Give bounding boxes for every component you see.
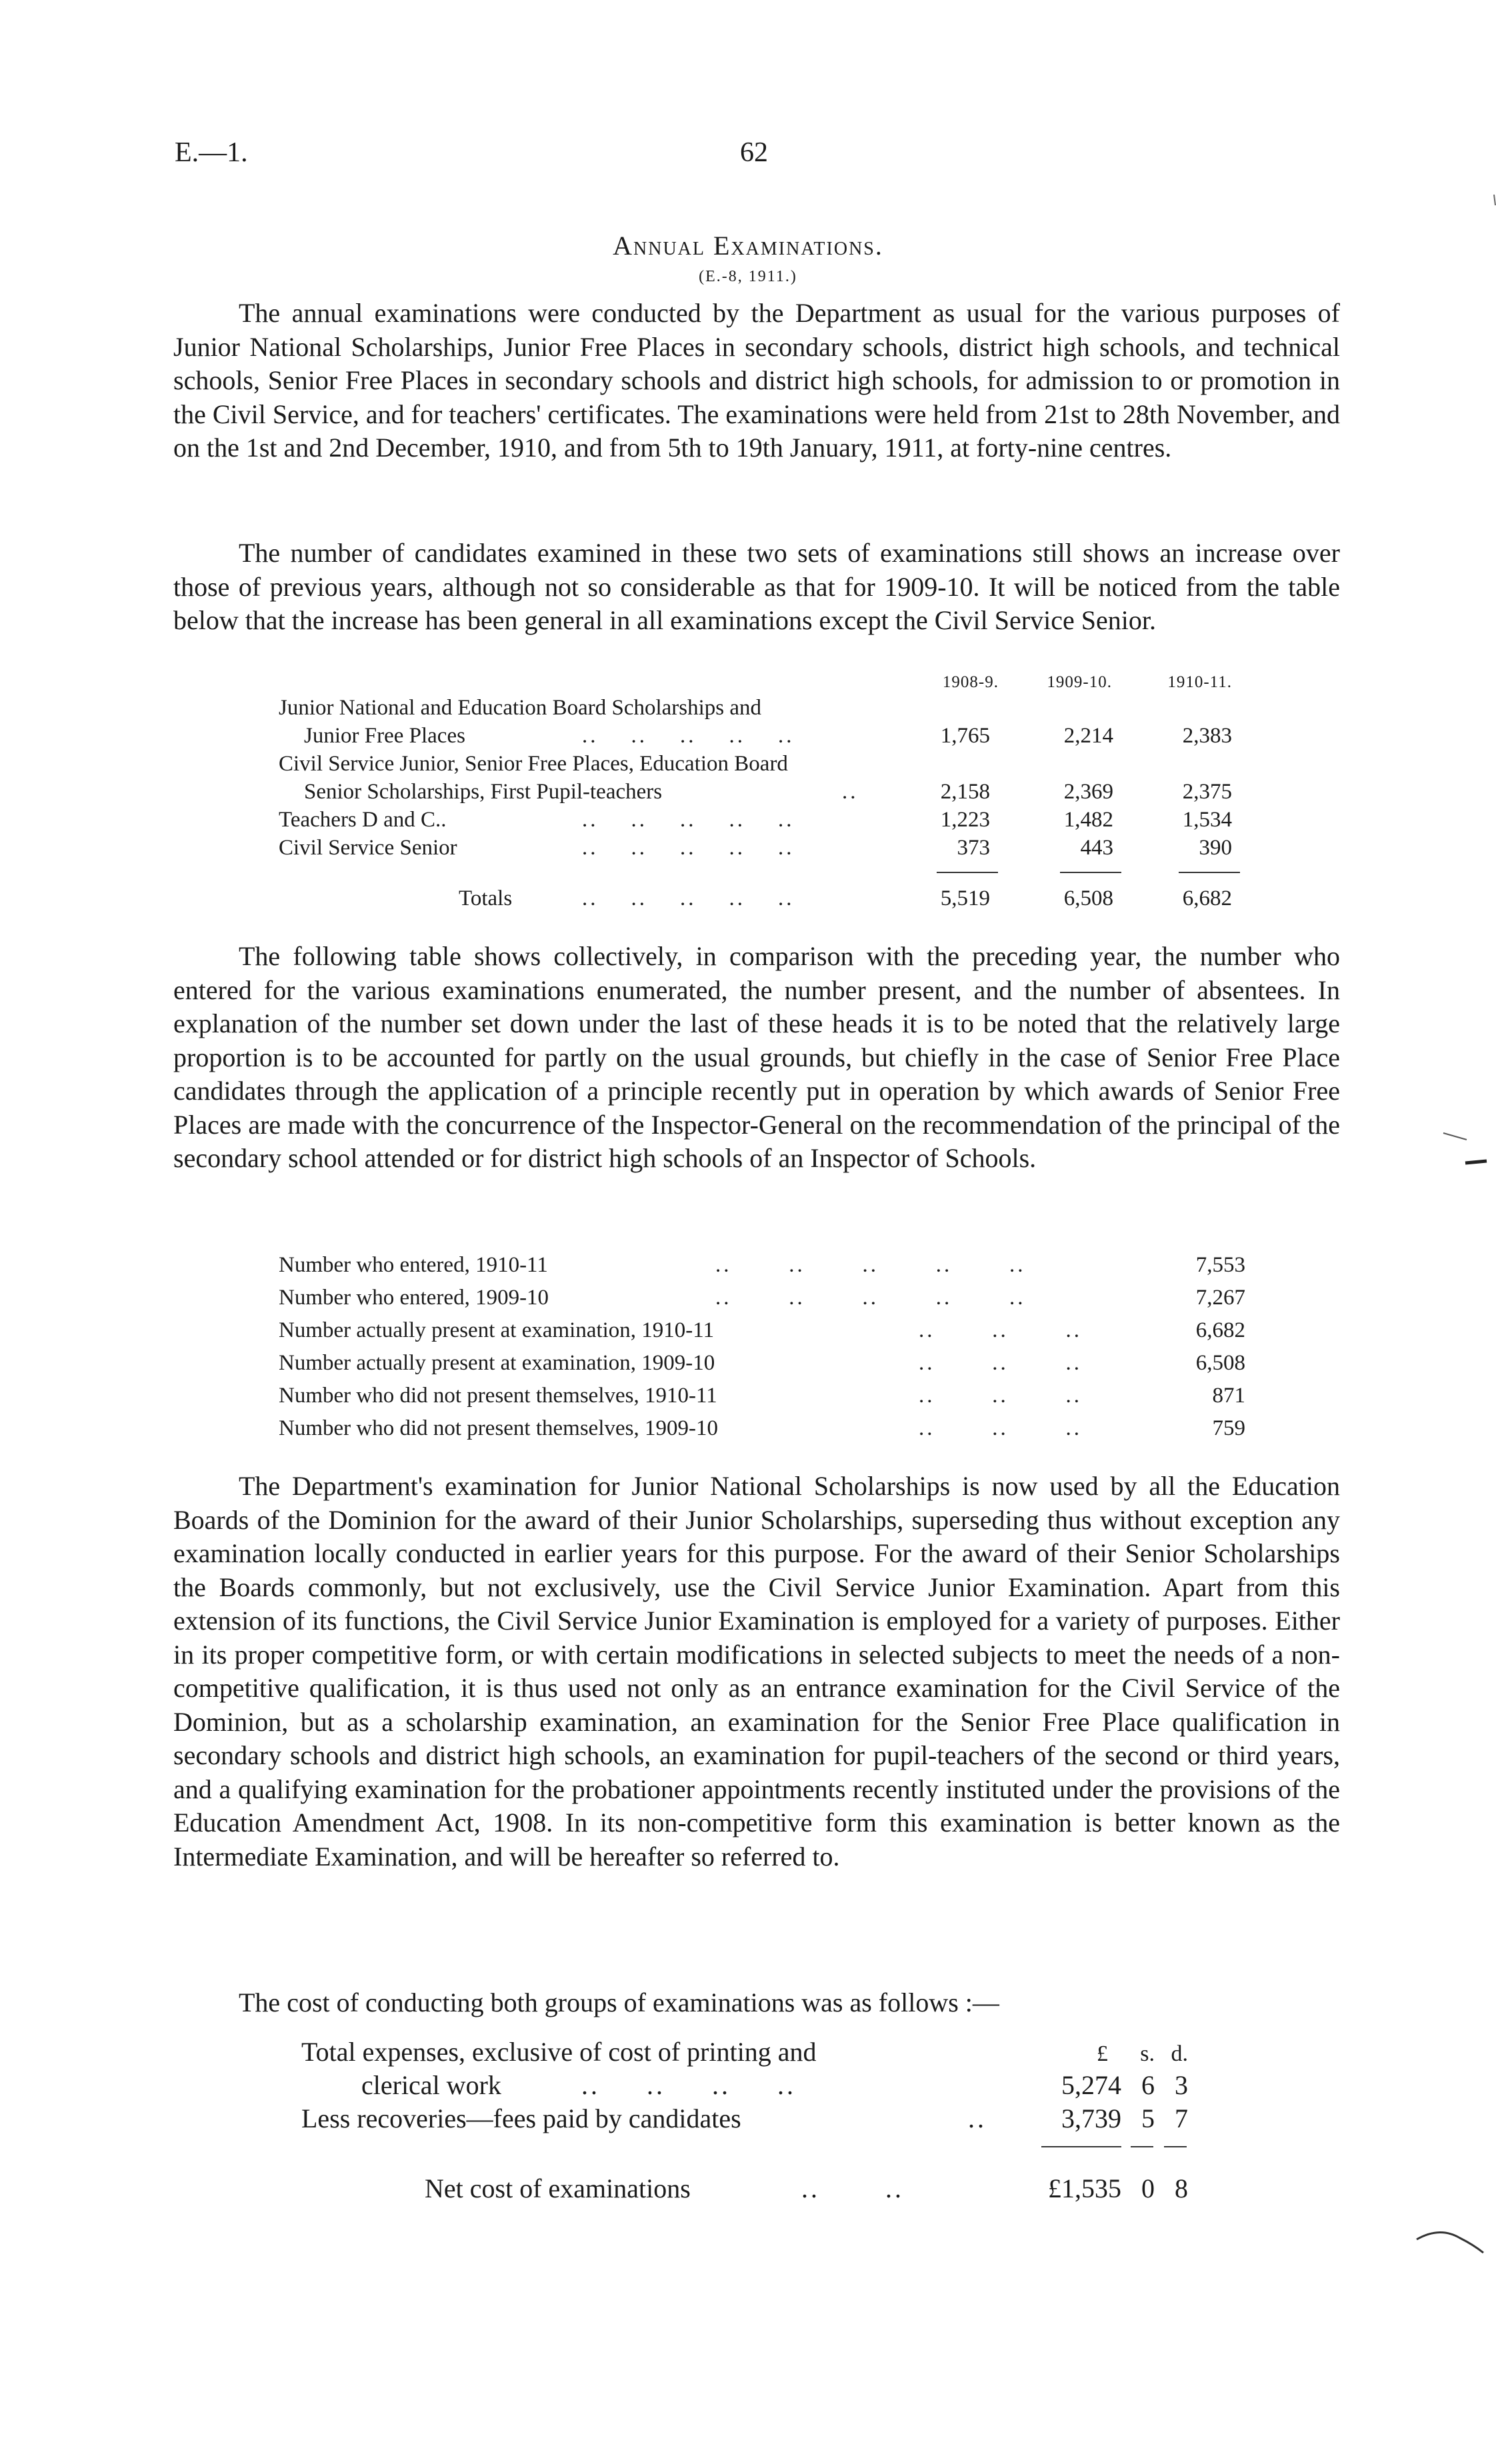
table-row [279, 724, 1252, 752]
column-header: 1909-10. [1047, 673, 1112, 691]
leader-dots: .. .. .. .. .. [582, 886, 795, 910]
row-label: Total expenses, exclusive of cost of printing and [301, 2037, 817, 2067]
table-row [301, 2036, 1235, 2069]
pounds-header: £ [1097, 2041, 1108, 2066]
leader-dots: .. [968, 2103, 987, 2133]
table-row [279, 780, 1252, 808]
paragraph-candidates-increase: The number of candidates examined in these two sets of examinations still shows an increase over those of previous years, although not so considerable as that for 1909-10. It will be noticed from the table below that the increase has been general in all examinations except the Civil Service Senior. [173, 538, 1340, 635]
pounds-cell: 5,274 [1061, 2070, 1121, 2100]
total-rule [937, 872, 998, 873]
page-number: 62 [740, 137, 768, 168]
table-cell: 2,369 [1063, 780, 1113, 804]
margin-mark-icon [1493, 193, 1496, 207]
leader-dots: .. .. .. [919, 1416, 1082, 1440]
shillings-cell: 6 [1141, 2070, 1155, 2100]
section-reference: (E.-8, 1911.) [699, 268, 797, 285]
leader-dots: .. .. .. .. .. [715, 1286, 1026, 1310]
leader-dots: .. .. .. .. .. [582, 724, 795, 748]
total-rule [1164, 2146, 1187, 2147]
table-cell: 2,158 [940, 780, 990, 804]
table-cell: 2,383 [1182, 724, 1232, 748]
table-cell: 1,482 [1063, 808, 1113, 832]
leader-dots: .. .. .. [919, 1384, 1082, 1408]
row-label: Teachers D and C.. [279, 808, 447, 832]
row-label: Number who entered, 1910-11 [279, 1253, 548, 1277]
leader-dots: .. [842, 780, 859, 804]
leader-dots: .. .. .. .. .. [715, 1253, 1026, 1277]
row-label: Number actually present at examination, 1910-11 [279, 1318, 715, 1342]
total-rule [1131, 2146, 1153, 2147]
paragraph-cost-intro: The cost of conducting both groups of examinations was as follows :— [239, 1987, 999, 2017]
row-label: Civil Service Junior, Senior Free Places, Education Board [279, 752, 788, 776]
table-row [279, 1286, 1245, 1318]
table-row [279, 1416, 1245, 1448]
pence-cell: 3 [1175, 2070, 1188, 2100]
shillings-header: s. [1140, 2041, 1155, 2066]
table-cell: 373 [957, 836, 990, 860]
leader-dots: .. .. [801, 2173, 904, 2203]
table-row [301, 2103, 1235, 2136]
table-cell: 2,375 [1182, 780, 1232, 804]
table-row [279, 1351, 1245, 1383]
margin-mark-icon [1413, 2219, 1487, 2259]
net-cost-row [301, 2173, 1235, 2206]
table-row [279, 752, 1252, 780]
column-header: 1908-9. [942, 673, 999, 691]
row-label: Number who did not present themselves, 1910-11 [279, 1384, 717, 1408]
row-label: clerical work [361, 2070, 501, 2100]
row-label: Less recoveries—fees paid by candidates [301, 2103, 741, 2133]
paragraph-junior-national-scholarships: The Department's examination for Junior National Scholarships is now used by all the Education Boards of the Dominion for the award of their Junior Scholarships, superseding thus without exception any examination locally conducted in earlier years for this purpose. For the award of their Senior Scholarships the Boards commonly, but not exclusively, use the Civil Service Junior Examination. Apart from this extension of its functions, the Civil Service Junior Examination is employed for a variety of purposes. Either in its proper competitive form, or with certain modifications in selected subjects to meet the needs of a non-competitive qualification, it is thus used not only as an entrance examination for the Civil Service of the Dominion, but as a scholarship examination, an examination for the Senior Free Place qualification in secondary schools and district high schools, an examination for pupil-teachers of the second or third years, and a qualifying examination for the probationer appointments recently instituted under the provisions of the Education Amendment Act, 1908. In its non-competitive form this examination is better known as the Intermediate Examination, and will be hereafter so referred to. [173, 1471, 1340, 1871]
table-row [279, 836, 1252, 864]
total-rule [1041, 2146, 1121, 2147]
net-cost-label: Net cost of examinations [425, 2173, 691, 2203]
margin-mark-icon [1440, 1126, 1493, 1173]
shillings-cell: 5 [1141, 2103, 1155, 2133]
pence-cell: 8 [1175, 2173, 1188, 2203]
row-label: Number who did not present themselves, 1909-10 [279, 1416, 718, 1440]
table-cell: 871 [1212, 1384, 1245, 1408]
table-row [279, 808, 1252, 836]
table-cell: 1,765 [940, 724, 990, 748]
table-cell: 443 [1080, 836, 1113, 860]
table-row [279, 696, 1252, 724]
paragraph-collective-table: The following table shows collectively, in comparison with the preceding year, the number who entered for the various examinations enumerated, the number present, and the number of absentees. In explanation of the number set down under the last of these heads it is to be noted that the relatively large proportion is to be accounted for partly on the usual grounds, but chiefly in the case of Senior Free Place candidates through the application of a principle recently put in operation by which awards of Senior Free Places are made with the concurrence of the Inspector-General on the recommendation of the principal of the secondary school attended or for district high schools of an Inspector of Schools. [173, 941, 1340, 1173]
row-label: Junior National and Education Board Scholarships and [279, 696, 762, 720]
pounds-cell: 3,739 [1061, 2103, 1121, 2133]
row-label: Number actually present at examination, 1909-10 [279, 1351, 715, 1375]
table-row [279, 1253, 1245, 1285]
leader-dots: .. .. .. .. .. [582, 808, 795, 832]
leader-dots: .. .. .. .. [581, 2070, 796, 2100]
row-label: Senior Scholarships, First Pupil-teachers [304, 780, 663, 804]
table-cell: 6,682 [1195, 1318, 1245, 1342]
column-header: 1910-11. [1167, 673, 1232, 691]
pence-header: d. [1171, 2041, 1188, 2066]
row-label: Junior Free Places [304, 724, 465, 748]
table-cell: 1,223 [940, 808, 990, 832]
document-reference: E.—1. [175, 137, 248, 168]
table-row [279, 1384, 1245, 1416]
table-cell: 1,534 [1182, 808, 1232, 832]
table-row [301, 2069, 1235, 2103]
table-cell: 7,267 [1195, 1286, 1245, 1310]
table-cell: 6,508 [1195, 1351, 1245, 1375]
table-row [279, 1318, 1245, 1350]
total-rule [1179, 872, 1240, 873]
totals-row [279, 886, 1252, 914]
row-label: Number who entered, 1909-10 [279, 1286, 549, 1310]
section-title: Annual Examinations. [613, 231, 883, 261]
table-cell: 759 [1212, 1416, 1245, 1440]
table-cell: 6,508 [1063, 886, 1113, 910]
total-rule [1060, 872, 1121, 873]
leader-dots: .. .. .. [919, 1318, 1082, 1342]
table-cell: 7,553 [1195, 1253, 1245, 1277]
table-cell: 2,214 [1063, 724, 1113, 748]
leader-dots: .. .. .. [919, 1351, 1082, 1375]
shillings-cell: 0 [1141, 2173, 1155, 2203]
row-label: Civil Service Senior [279, 836, 457, 860]
pounds-cell: £1,535 [1048, 2173, 1121, 2203]
table-cell: 5,519 [940, 886, 990, 910]
totals-label: Totals [459, 886, 513, 910]
table-cell: 390 [1199, 836, 1232, 860]
pence-cell: 7 [1175, 2103, 1188, 2133]
paragraph-annual-examinations: The annual examinations were conducted by the Department as usual for the various purposes of Junior National Scholarships, Junior Free Places in secondary schools, district high schools, and technical schools, Senior Free Places in secondary schools and district high schools, for admission to or promotion in the Civil Service, and for teachers' certificates. The examinations were held from 21st to 28th November, and on the 1st and 2nd December, 1910, and from 5th to 19th January, 1911, at forty-nine centres. [173, 298, 1340, 463]
leader-dots: .. .. .. .. .. [582, 836, 795, 860]
table-cell: 6,682 [1182, 886, 1232, 910]
